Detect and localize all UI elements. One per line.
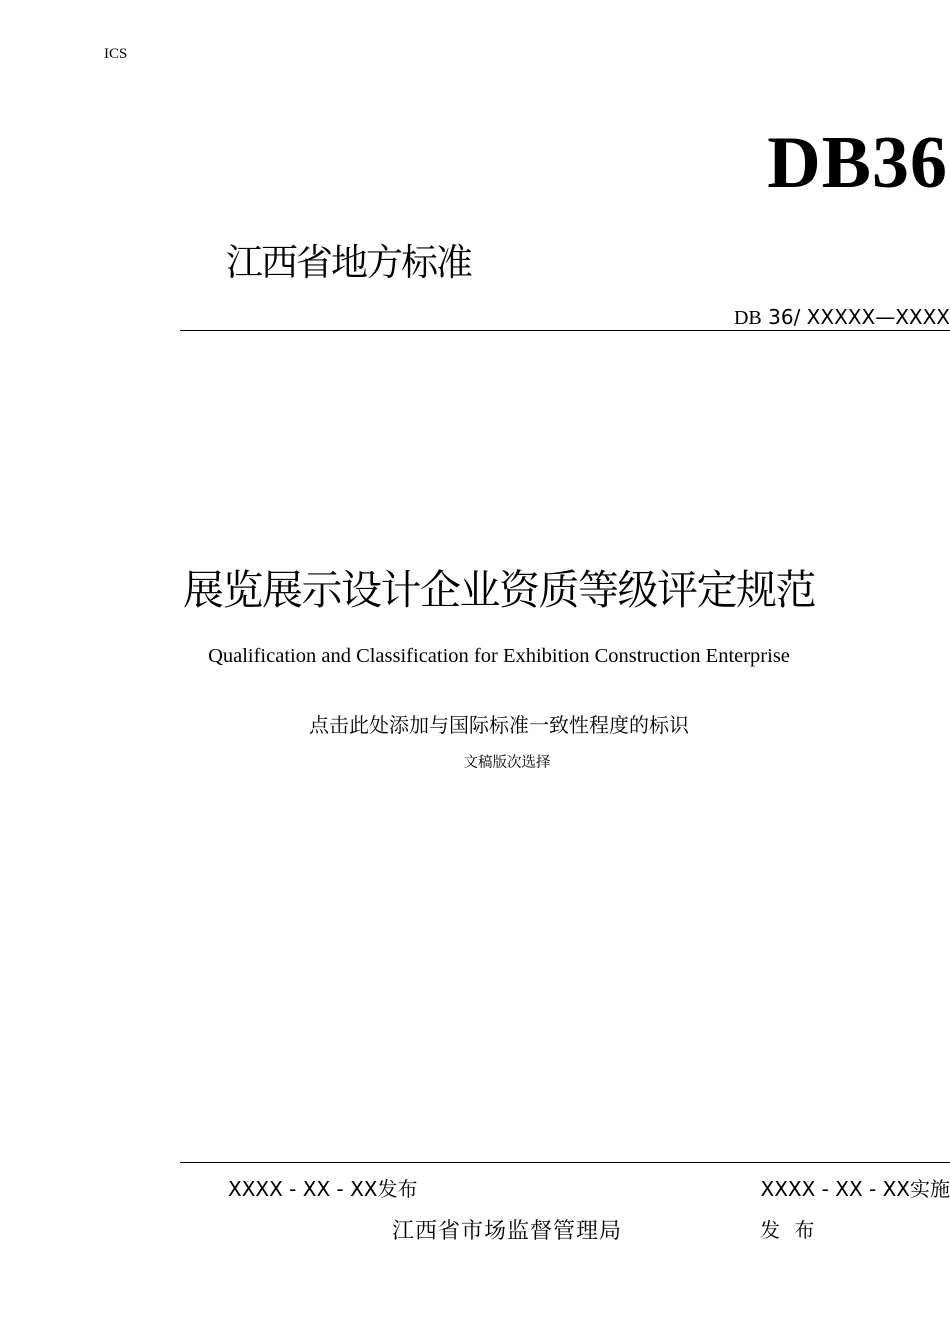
implementation-date: XXXX - XX - XX实施 <box>760 1177 950 1201</box>
publish-label: 发 布 <box>760 1218 819 1242</box>
ics-label: ICS <box>104 46 128 62</box>
standard-number-prefix: DB <box>733 307 762 329</box>
standard-number <box>734 305 950 330</box>
document-title-english: Qualification and Classification for Exhibition Construction Enterprise <box>208 645 790 667</box>
draft-version-selector[interactable]: 文稿版次选择 <box>463 755 551 771</box>
standard-type: 江西省地方标准 <box>226 241 471 284</box>
footer-divider <box>180 1162 950 1163</box>
consistency-placeholder[interactable]: 点击此处添加与国际标准一致性程度的标识 <box>309 713 689 737</box>
header-divider <box>180 330 950 331</box>
document-title-chinese: 展览展示设计企业资质等级评定规范 <box>183 566 815 614</box>
standard-number-rest: 36/ XXXXX—XXXX <box>761 305 950 329</box>
issue-date: XXXX - XX - XX发布 <box>228 1177 418 1201</box>
standard-code: DB36 <box>767 122 948 204</box>
issuing-authority: 江西省市场监督管理局 <box>392 1219 623 1244</box>
